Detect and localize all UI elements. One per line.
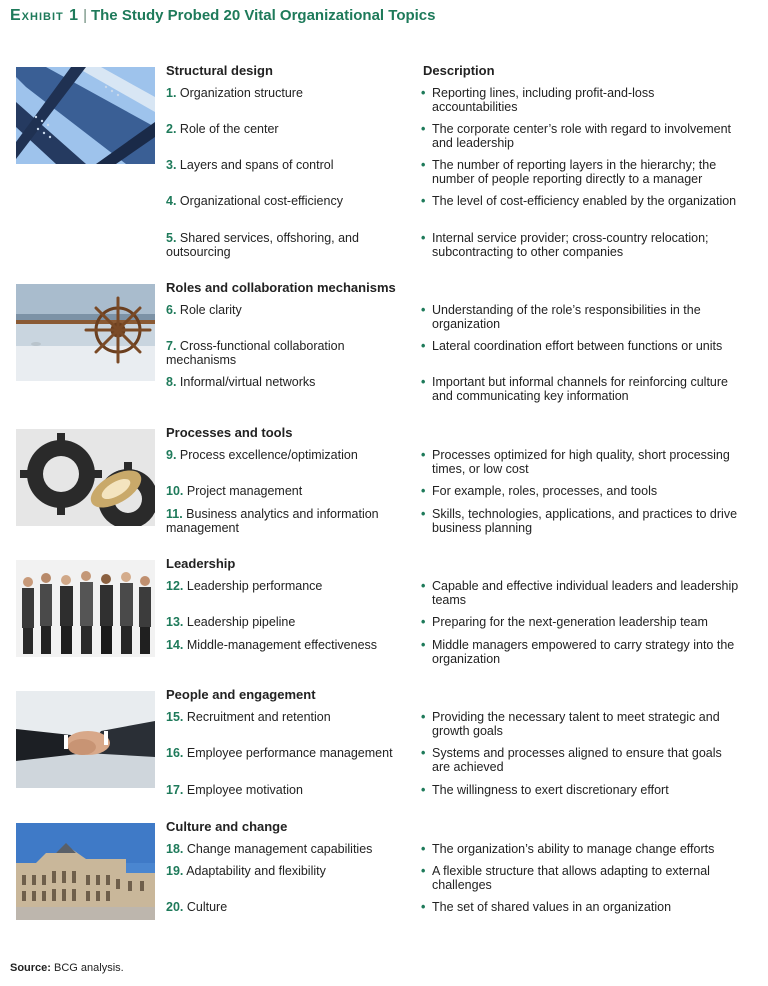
topic-number: 12. — [166, 579, 184, 593]
section-heading-roles-collaboration: Roles and collaboration mechanisms — [166, 280, 396, 295]
bullet-icon: • — [421, 579, 426, 593]
source-note — [10, 962, 124, 974]
source-text: BCG analysis. — [54, 962, 124, 974]
topic-number: 7. — [166, 339, 177, 353]
description-text: Middle managers empowered to carry strategy into the organization — [432, 638, 735, 666]
topic-10 — [166, 484, 406, 498]
topic-19 — [166, 864, 406, 878]
description-6 — [421, 303, 739, 331]
topic-name: Business analytics and information management — [166, 507, 379, 535]
topic-name: Culture — [186, 900, 228, 914]
topic-number: 2. — [166, 122, 177, 136]
description-11 — [421, 507, 739, 535]
topic-name: Recruitment and retention — [186, 710, 331, 724]
topic-name: Employee motivation — [186, 783, 303, 797]
section-heading-people-engagement: People and engagement — [166, 687, 316, 702]
description-text: Important but informal channels for reinforcing culture and communicating key information — [432, 375, 728, 403]
exhibit-title-text: The Study Probed 20 Vital Organizational Topics — [90, 7, 436, 24]
topic-number: 19. — [166, 864, 184, 878]
description-2 — [421, 122, 739, 150]
description-19 — [421, 864, 739, 892]
topic-number: 18. — [166, 842, 184, 856]
description-text: Understanding of the role’s responsibilities in the organization — [432, 303, 701, 331]
topic-16 — [166, 746, 406, 760]
bullet-icon: • — [421, 484, 426, 498]
topic-name: Leadership pipeline — [186, 615, 296, 629]
description-text: The level of cost-efficiency enabled by the organization — [432, 194, 737, 208]
description-column-header: Description — [423, 63, 495, 78]
description-15 — [421, 710, 739, 738]
topic-4 — [166, 194, 406, 208]
topic-name: Layers and spans of control — [179, 158, 334, 172]
description-14 — [421, 638, 739, 666]
topic-1 — [166, 86, 406, 100]
bullet-icon: • — [421, 339, 426, 353]
topic-name: Middle-management effectiveness — [186, 638, 378, 652]
title-separator: | — [83, 7, 87, 24]
bullet-icon: • — [421, 122, 426, 136]
bullet-icon: • — [421, 864, 426, 878]
topic-name: Organizational cost-efficiency — [179, 194, 343, 208]
exhibit-label: Exhibit 1 — [10, 7, 80, 24]
description-text: The organization’s ability to manage change efforts — [432, 842, 715, 856]
palace-building-photo — [16, 823, 155, 920]
description-18 — [421, 842, 739, 856]
topic-number: 10. — [166, 484, 184, 498]
topic-number: 3. — [166, 158, 177, 172]
topic-name: Leadership performance — [186, 579, 323, 593]
topic-18 — [166, 842, 406, 856]
topic-3 — [166, 158, 406, 172]
bullet-icon: • — [421, 194, 426, 208]
topic-5 — [166, 231, 406, 259]
bullet-icon: • — [421, 448, 426, 462]
bullet-icon: • — [421, 303, 426, 317]
description-text: Preparing for the next-generation leadership team — [432, 615, 708, 629]
topic-number: 17. — [166, 783, 184, 797]
gears-photo — [16, 429, 155, 526]
description-text: A flexible structure that allows adapting to external challenges — [432, 864, 710, 892]
description-text: Lateral coordination effort between functions or units — [432, 339, 723, 353]
bullet-icon: • — [421, 231, 426, 245]
topic-number: 5. — [166, 231, 177, 245]
topic-name: Role clarity — [179, 303, 242, 317]
description-7 — [421, 339, 739, 353]
description-text: The corporate center’s role with regard to involvement and leadership — [432, 122, 731, 150]
topic-name: Project management — [186, 484, 303, 498]
bullet-icon: • — [421, 842, 426, 856]
topic-number: 16. — [166, 746, 184, 760]
description-9 — [421, 448, 739, 476]
description-10 — [421, 484, 739, 498]
source-label: Source: — [10, 962, 51, 974]
topic-9 — [166, 448, 406, 462]
topic-number: 6. — [166, 303, 177, 317]
topic-number: 11. — [166, 507, 183, 521]
description-text: The set of shared values in an organization — [432, 900, 672, 914]
description-17 — [421, 783, 739, 797]
ship-wheel-photo — [16, 284, 155, 381]
description-text: Reporting lines, including profit-and-loss accountabilities — [432, 86, 655, 114]
topic-name: Process excellence/optimization — [179, 448, 358, 462]
topic-name: Organization structure — [179, 86, 303, 100]
topic-number: 1. — [166, 86, 177, 100]
section-heading-processes-tools: Processes and tools — [166, 425, 293, 440]
description-text: The willingness to exert discretionary effort — [432, 783, 669, 797]
exhibit-title — [10, 7, 436, 31]
topic-17 — [166, 783, 406, 797]
topic-20 — [166, 900, 406, 914]
description-5 — [421, 231, 739, 259]
topic-7 — [166, 339, 406, 367]
topic-14 — [166, 638, 406, 652]
topic-8 — [166, 375, 406, 389]
topic-15 — [166, 710, 406, 724]
topic-number: 4. — [166, 194, 177, 208]
topic-name: Employee performance management — [186, 746, 393, 760]
topic-name: Shared services, offshoring, and outsourcing — [166, 231, 359, 259]
business-team-photo — [16, 560, 155, 657]
topic-name: Role of the center — [179, 122, 279, 136]
topic-number: 14. — [166, 638, 184, 652]
topic-number: 9. — [166, 448, 177, 462]
topic-12 — [166, 579, 406, 593]
description-3 — [421, 158, 739, 186]
description-4 — [421, 194, 739, 208]
description-text: Processes optimized for high quality, short processing times, or low cost — [432, 448, 730, 476]
topic-number: 15. — [166, 710, 184, 724]
description-12 — [421, 579, 739, 607]
section-heading-leadership: Leadership — [166, 556, 236, 571]
description-text: Systems and processes aligned to ensure that goals are achieved — [432, 746, 722, 774]
bullet-icon: • — [421, 710, 426, 724]
topic-name: Informal/virtual networks — [179, 375, 316, 389]
description-text: Internal service provider; cross-country relocation; subcontracting to other companies — [432, 231, 709, 259]
description-text: Providing the necessary talent to meet strategic and growth goals — [432, 710, 720, 738]
steel-structure-photo — [16, 67, 155, 164]
bullet-icon: • — [421, 638, 426, 652]
bullet-icon: • — [421, 507, 426, 521]
bullet-icon: • — [421, 158, 426, 172]
topic-name: Cross-functional collaboration mechanisms — [166, 339, 345, 367]
handshake-photo — [16, 691, 155, 788]
topic-name: Adaptability and flexibility — [186, 864, 326, 878]
topic-number: 8. — [166, 375, 177, 389]
bullet-icon: • — [421, 900, 426, 914]
description-20 — [421, 900, 739, 914]
topic-6 — [166, 303, 406, 317]
description-8 — [421, 375, 739, 403]
description-text: Capable and effective individual leaders and leadership teams — [432, 579, 739, 607]
topic-number: 20. — [166, 900, 184, 914]
topic-number: 13. — [166, 615, 184, 629]
description-16 — [421, 746, 739, 774]
description-text: For example, roles, processes, and tools — [432, 484, 658, 498]
topic-11 — [166, 507, 406, 535]
topic-name: Change management capabilities — [186, 842, 373, 856]
bullet-icon: • — [421, 783, 426, 797]
section-heading-culture-change: Culture and change — [166, 819, 288, 834]
section-heading-structural-design: Structural design — [166, 63, 273, 78]
description-text: Skills, technologies, applications, and practices to drive business planning — [432, 507, 738, 535]
description-text: The number of reporting layers in the hierarchy; the number of people reporting directly to a manager — [432, 158, 717, 186]
bullet-icon: • — [421, 615, 426, 629]
bullet-icon: • — [421, 746, 426, 760]
topic-2 — [166, 122, 406, 136]
description-13 — [421, 615, 739, 629]
description-1 — [421, 86, 739, 114]
topic-13 — [166, 615, 406, 629]
bullet-icon: • — [421, 86, 426, 100]
bullet-icon: • — [421, 375, 426, 389]
